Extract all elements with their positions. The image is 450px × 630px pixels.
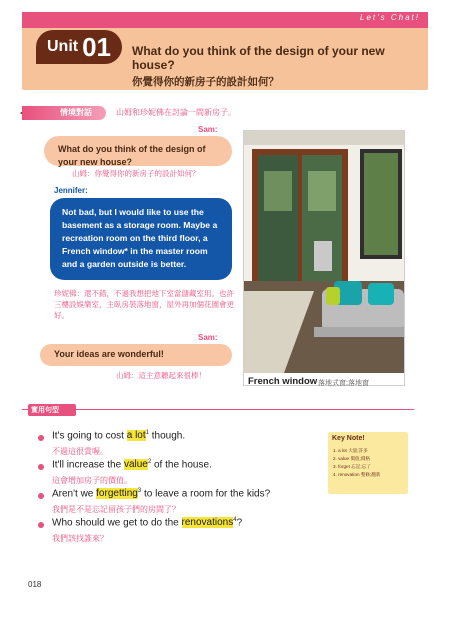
speech-bubble-jennifer: Not bad, but I would like to use the basement as a storage room. Maybe a recreation room on the third floor, a French window* in the master room and a garden outside is better. <box>50 198 232 280</box>
expression-2-translation: 這會增加房子的價值。 <box>52 476 132 485</box>
unit-badge <box>36 30 122 64</box>
speaker-sam: Sam: <box>198 333 218 342</box>
speaker-sam: Sam: <box>198 125 218 134</box>
expression-1: It's going to cost a lot$^1$ though. <box>52 430 186 442</box>
unit-title: What do you think of the design of your new house? <box>132 44 385 72</box>
bullet-icon <box>38 464 44 470</box>
section-divider <box>22 409 414 410</box>
key-note-line: 4. renovation 整修;翻新 <box>333 472 381 477</box>
bullet-icon <box>38 522 44 528</box>
unit-title-chinese: 你覺得你的新房子的設計如何？ <box>132 76 279 88</box>
expression-3-translation: 我們是不是忘記留孩子們的房間了？ <box>52 505 180 514</box>
expression-4-translation: 我們該找誰來？ <box>52 534 108 543</box>
speaker-jennifer: Jennifer: <box>54 186 88 195</box>
translation-sam-1: 山姆：你覺得你的新房子的設計如何？ <box>72 169 200 178</box>
key-note-title: Key Note! <box>332 435 365 442</box>
situation-text: 山姆和珍妮佛在討論一間新房子。 <box>116 108 236 117</box>
room-illustration <box>244 131 404 373</box>
translation-jennifer: 珍妮佛：還不錯，不過我想把地下室當儲藏室用。也許三樓設娛樂室，主臥房裝落地窗，屋外再加個花園會更好。 <box>54 289 234 320</box>
lets-chat-label: Let's Chat! <box>360 13 420 22</box>
expression-4: Who should we get to do the renovations$^4$? <box>52 517 243 529</box>
expression-1-translation: 不過這很貴喔。 <box>52 447 108 456</box>
french-window-photo <box>243 130 405 386</box>
key-note-line: 2. value 價值;價格 <box>333 456 371 461</box>
speech-bubble-sam-2: Your ideas are wonderful! <box>40 344 232 366</box>
unit-number: 01 <box>82 31 112 62</box>
speech-bubble-sam-1: What do you think of the design of your new house? <box>44 136 232 166</box>
expression-2: It'll increase the value$^2$ of the house. <box>52 459 212 471</box>
key-note-line: 3. forget 忘記;忘了 <box>333 464 371 469</box>
page-number: 018 <box>28 580 42 589</box>
expression-3: Aren't we forgetting$^3$ to leave a room for the kids? <box>52 488 271 500</box>
photo-caption: French window <box>248 376 318 387</box>
photo-caption-chinese: 落地式窗;落地窗 <box>318 380 369 387</box>
unit-word: Unit <box>46 38 79 55</box>
bullet-icon <box>38 493 44 499</box>
situation-label: 情境對話 <box>60 108 92 117</box>
bullet-icon <box>38 435 44 441</box>
key-note-line: 1. a lot 大量;許多 <box>333 448 368 453</box>
translation-sam-2: 山姆：這主意聽起來很棒！ <box>116 371 206 380</box>
useful-expressions-label: 實用句型 <box>31 407 59 414</box>
